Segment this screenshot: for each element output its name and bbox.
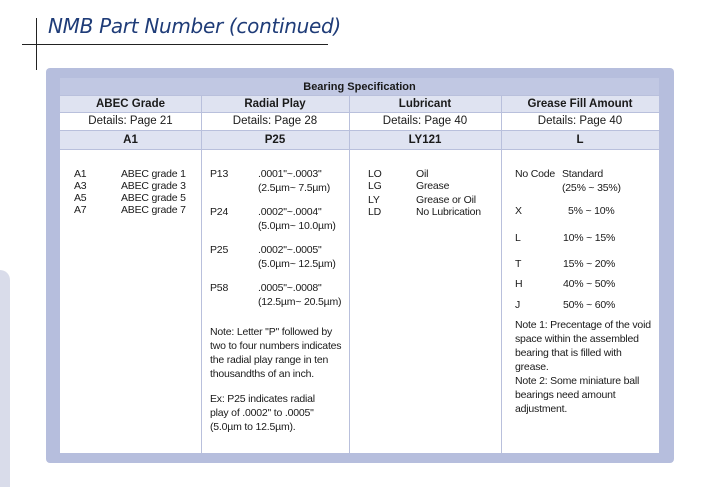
radial-range-1: .0001"~.0003" — [258, 168, 322, 180]
radial-note: Note: Letter "P" followed by two to four numbers indicates the radial play range in ten thousandths of an inch. — [210, 326, 342, 380]
page-title: NMB Part Number (continued) — [48, 14, 341, 38]
details-row — [60, 112, 659, 130]
radial-range-2: .0002"~.0004" — [258, 206, 322, 218]
grease-value-6: 40% ~ 50% — [563, 278, 616, 290]
divider — [60, 95, 659, 96]
details-radial: Details: Page 28 — [232, 115, 318, 127]
radial-range-3: .0002"~.0005" — [258, 244, 322, 256]
lubricant-label-1: Oil — [416, 168, 429, 180]
details-abec: Details: Page 21 — [88, 115, 173, 127]
abec-label-3: ABEC grade 5 — [121, 192, 186, 204]
abec-label-1: ABEC grade 1 — [121, 168, 186, 180]
lubricant-label-4: No Lubrication — [416, 206, 481, 218]
radial-code-1: P13 — [210, 168, 229, 180]
grease-code-3: X — [515, 205, 522, 217]
radial-metric-4: (12.5µm~ 20.5µm) — [258, 296, 342, 308]
abec-code-3: A5 — [74, 192, 87, 204]
radial-metric-1: (2.5µm~ 7.5µm) — [258, 182, 331, 194]
radial-code-2: P24 — [210, 206, 229, 218]
divider — [60, 130, 659, 131]
code-radial: P25 — [264, 133, 286, 146]
grease-value-1: Standard — [562, 168, 604, 180]
header-grease-fill: Grease Fill Amount — [527, 97, 633, 110]
header-row — [60, 95, 659, 112]
table-title: Bearing Specification — [60, 78, 659, 95]
radial-example: Ex: P25 indicates radial play of .0002" to .0005" (5.0µm to 12.5µm). — [210, 393, 315, 433]
grease-value-5: 15% ~ 20% — [563, 258, 616, 270]
details-grease: Details: Page 40 — [537, 115, 623, 127]
grease-code-6: H — [515, 278, 523, 290]
lubricant-label-3: Grease or Oil — [416, 194, 476, 206]
table-body — [60, 149, 659, 453]
abec-code-1: A1 — [74, 168, 87, 180]
radial-code-4: P58 — [210, 282, 229, 294]
grease-note-1: Note 1: Precentage of the void space within the assembled bearing that is filled with grease. — [515, 319, 651, 373]
grease-value-3: 5% ~ 10% — [568, 205, 615, 217]
grease-code-1: No Code — [515, 168, 556, 180]
abec-code-4: A7 — [74, 204, 87, 216]
header-lubricant: Lubricant — [398, 97, 452, 110]
radial-range-4: .0005"~.0008" — [258, 282, 322, 294]
code-lubricant: LY121 — [408, 133, 442, 146]
code-row — [60, 130, 659, 149]
radial-metric-2: (5.0µm~ 10.0µm) — [258, 220, 336, 232]
grease-note-2: Note 2: Some miniature ball bearings need amount adjustment. — [515, 375, 640, 415]
grease-value-2: (25% ~ 35%) — [562, 182, 621, 194]
lubricant-code-2: LG — [368, 180, 382, 192]
abec-code-2: A3 — [74, 180, 87, 192]
radial-metric-3: (5.0µm~ 12.5µm) — [258, 258, 336, 270]
header-radial-play: Radial Play — [244, 97, 306, 110]
radial-code-3: P25 — [210, 244, 229, 256]
code-abec: A1 — [123, 133, 138, 146]
grease-code-5: T — [515, 258, 522, 270]
lubricant-code-3: LY — [368, 194, 380, 206]
header-abec-grade: ABEC Grade — [95, 97, 166, 110]
divider — [60, 112, 659, 113]
abec-label-4: ABEC grade 7 — [121, 204, 186, 216]
details-lubricant: Details: Page 40 — [382, 115, 468, 127]
title-underline — [22, 44, 328, 45]
side-decoration — [0, 270, 10, 487]
lubricant-code-1: LO — [368, 168, 382, 180]
lubricant-label-2: Grease — [416, 180, 450, 192]
bearing-spec-table — [60, 78, 659, 453]
grease-value-7: 50% ~ 60% — [563, 299, 616, 311]
lubricant-code-4: LD — [368, 206, 382, 218]
grease-value-4: 10% ~ 15% — [563, 232, 616, 244]
grease-code-7: J — [515, 299, 521, 311]
code-grease: L — [576, 133, 584, 146]
grease-code-4: L — [515, 232, 521, 244]
abec-label-2: ABEC grade 3 — [121, 180, 186, 192]
